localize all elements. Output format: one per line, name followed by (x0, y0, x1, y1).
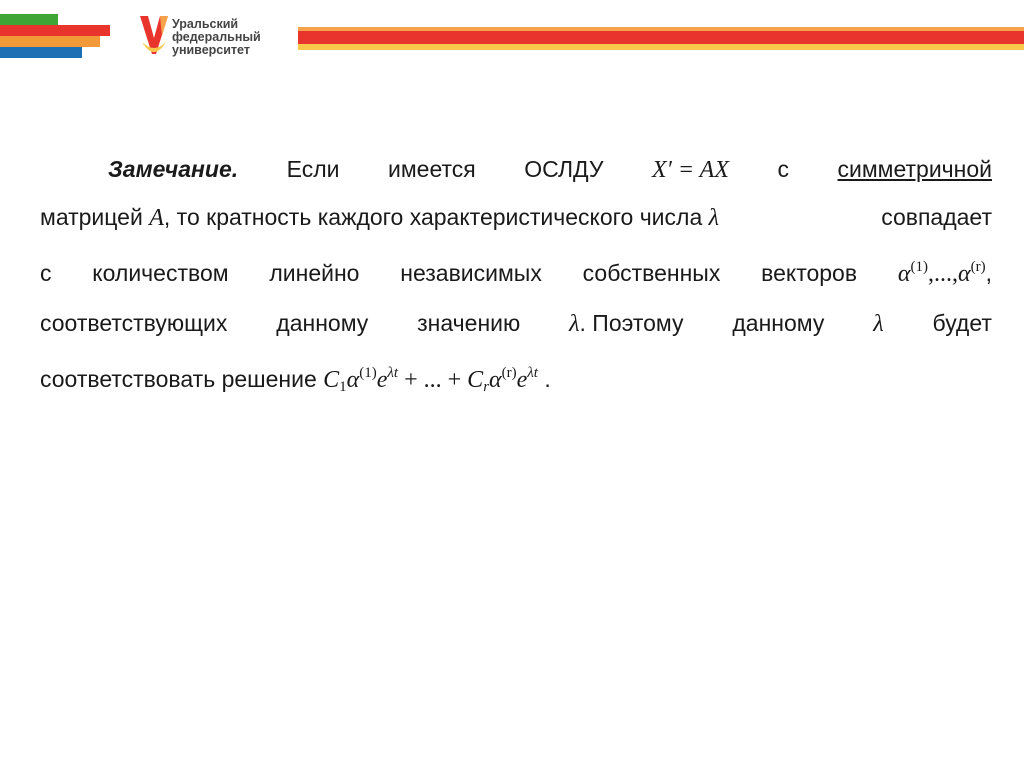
word-with: с (777, 156, 789, 182)
final-period: . (544, 366, 551, 392)
lambda-period (569, 310, 683, 338)
formula-solution (323, 365, 551, 395)
word-osldu: ОСЛДУ (524, 156, 604, 182)
word-given: данному (276, 310, 369, 336)
dots: ,..., (927, 261, 958, 287)
text-line-4 (40, 310, 992, 350)
logo-mark-icon (138, 14, 170, 60)
word-will: будет (932, 310, 992, 336)
university-logo (138, 14, 308, 64)
line2-segment (40, 204, 719, 232)
word-quantity: количеством (92, 260, 229, 286)
word-value: значению (417, 310, 521, 336)
alpha-r: α (957, 261, 971, 287)
alpha-sol-r: α (489, 367, 502, 393)
logo-line-2: федеральный (172, 30, 261, 44)
word-linearly: линейно (269, 260, 360, 286)
word-symmetric: симметричной (837, 156, 992, 182)
lambda-symbol-2: λ (569, 311, 580, 337)
logo-line-3: университет (172, 43, 250, 57)
stripe-green (0, 14, 58, 25)
logo-line-1: Уральский (172, 17, 239, 31)
remark-title: Замечание. (108, 156, 239, 182)
word-if: Если (286, 156, 340, 182)
Cr: C (467, 367, 484, 393)
logo-text (172, 18, 261, 57)
exp-e-1: e (376, 367, 388, 393)
sub-r: r (483, 379, 490, 395)
header-bar (298, 27, 1024, 50)
C1: C (323, 367, 340, 393)
exp-e-r: e (516, 367, 528, 393)
line2-text: , то кратность каждого характеристического числа (163, 204, 703, 230)
lambda-symbol-3: λ (873, 311, 884, 337)
word-with-2: с (40, 260, 52, 286)
text-line-5 (40, 366, 992, 406)
sub-1: 1 (339, 379, 347, 395)
alpha-sol-1: α (346, 367, 360, 393)
word-matrix: матрицей (40, 204, 143, 230)
alpha-1: α (897, 261, 911, 287)
word-therefore: . Поэтому (579, 310, 684, 336)
comma: , (985, 260, 992, 286)
sup-1: (1) (910, 259, 928, 275)
word-eigen: собственных (582, 260, 721, 286)
word-correspond-solution: соответствовать решение (40, 366, 317, 392)
plus-dots: + ... + (398, 367, 468, 393)
text-line-3 (40, 260, 992, 300)
word-exists: имеется (388, 156, 476, 182)
sup-sol-1: (1) (359, 365, 377, 381)
sup-sol-r: (r) (501, 365, 517, 381)
exp-power-r: λt (527, 365, 538, 381)
lambda-symbol: λ (708, 205, 720, 231)
stripe-red (0, 25, 110, 36)
matrix-A: A (149, 205, 164, 231)
word-given-2: данному (732, 310, 825, 336)
word-vectors: векторов (761, 260, 858, 286)
sup-r: (r) (970, 259, 986, 275)
word-corresponding: соответствующих (40, 310, 228, 336)
stripe-blue (0, 47, 82, 58)
stripe-orange (0, 36, 100, 47)
formula-system: X′ = AX (652, 157, 729, 183)
word-independent: независимых (400, 260, 542, 286)
slide-header (0, 0, 1024, 70)
text-line-2 (40, 204, 992, 244)
exp-power-1: λt (387, 365, 399, 381)
word-coincides: совпадает (881, 204, 992, 230)
text-line-1 (40, 156, 992, 196)
formula-alphas (898, 260, 992, 288)
